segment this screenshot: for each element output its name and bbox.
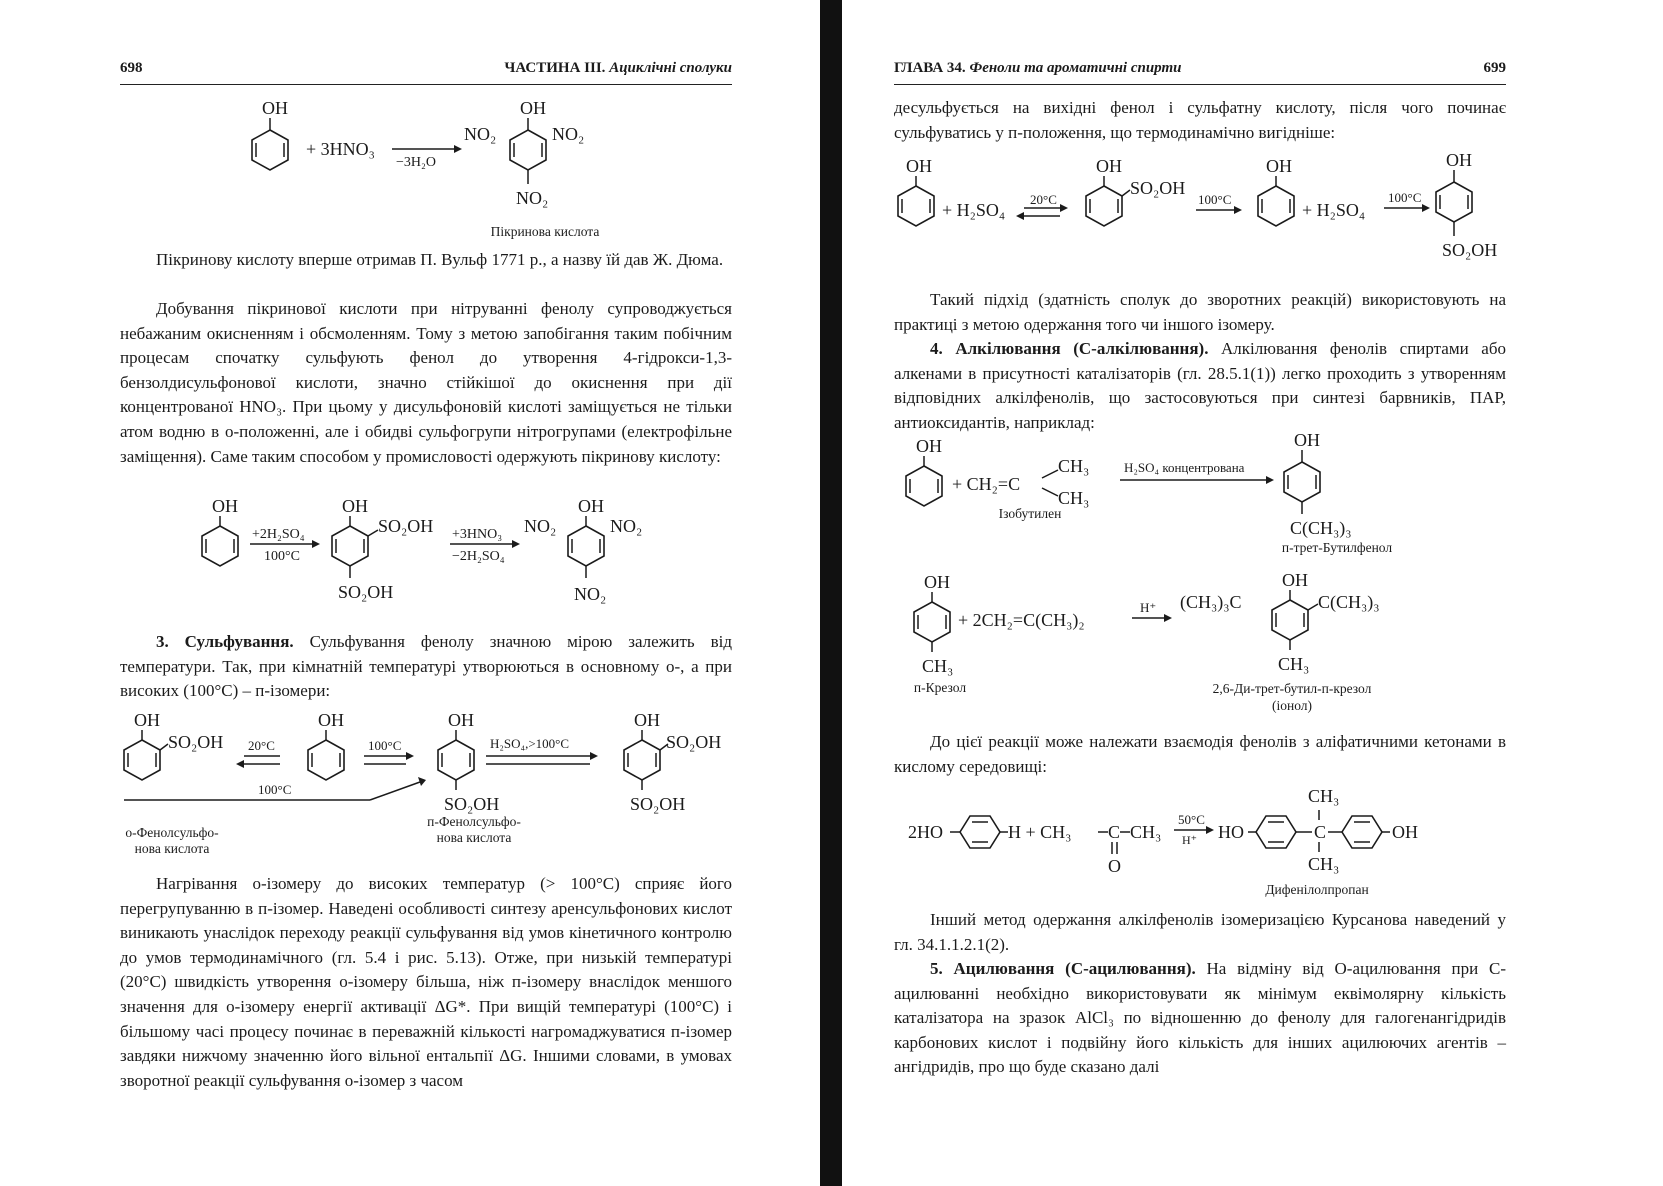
disulfo-oh: OH bbox=[634, 710, 660, 730]
left-sulfonation-paragraph bbox=[120, 630, 732, 704]
no2-left-2: NO₂ bbox=[524, 516, 557, 536]
r4-ch3-bottom: CH₃ bbox=[1308, 854, 1340, 874]
r4-ch3-r: CH₃ bbox=[1130, 822, 1162, 842]
so2oh-bottom: SO₂OH bbox=[338, 582, 394, 602]
ortho-oh: OH bbox=[134, 710, 160, 730]
r2-oh: OH bbox=[916, 436, 942, 456]
no2-bottom: NO₂ bbox=[516, 188, 549, 208]
r4-h-plus-ch3: H + CH₃ bbox=[1008, 822, 1072, 842]
r3-reagent: + 2CH₂=C(CH₃)₂ bbox=[958, 610, 1085, 630]
cond-2h2so4: +2H₂SO₄ bbox=[252, 527, 305, 542]
ortho-acid-caption: о-Фенолсульфо- нова кислота bbox=[125, 825, 219, 856]
cond-h2so4-100c: H₂SO₄,>100°C bbox=[490, 736, 570, 751]
r4-h-plus: H⁺ bbox=[1182, 833, 1197, 847]
r1-oh-2: OH bbox=[1096, 156, 1122, 176]
r2-product-oh: OH bbox=[1294, 430, 1320, 450]
r4-ho: HO bbox=[1218, 822, 1244, 842]
oh-label-2: OH bbox=[342, 496, 368, 516]
ionol-caption: 2,6-Ди-трет-бутил-п-крезол (іонол) bbox=[1212, 681, 1372, 713]
para-acid-caption: п-Фенолсульфо- нова кислота bbox=[427, 814, 521, 845]
r1-oh-3: OH bbox=[1266, 156, 1292, 176]
r3-tbu-right: C(CH₃)₃ bbox=[1318, 592, 1380, 612]
no2-right-2: NO₂ bbox=[610, 516, 643, 536]
r1-t20: 20°C bbox=[1030, 192, 1057, 207]
no2-right: NO₂ bbox=[552, 124, 585, 144]
r2-condition: H₂SO₄ концентрована bbox=[1124, 460, 1245, 475]
acylation-heading: 5. Ацилювання (С-ацилювання). bbox=[930, 959, 1196, 978]
r4-50c: 50°C bbox=[1178, 812, 1205, 827]
scheme-ortho-to-para-sulfonation bbox=[898, 152, 1518, 282]
acylation-text: На відміну від О-ацилювання при С-ацилюванні необхідно використовувати як мінімум еквімолярну кількість каталізатора на зразок AlCl₃ по відношенню до фенолу для галогенангідридів карбонових кислот і подвійну його кількість для інших ацилюючих агентів – ангідридів, про що буде сказано далі bbox=[894, 959, 1506, 1077]
so2oh-right: SO₂OH bbox=[378, 516, 434, 536]
right-acylation-paragraph bbox=[894, 957, 1506, 1080]
right-alkylation-paragraph bbox=[894, 337, 1506, 435]
scheme-phenol-sulfonation-isomers bbox=[120, 706, 740, 826]
r4-ch3-top: CH₃ bbox=[1308, 786, 1340, 806]
right-header-part: ГЛАВА 34. bbox=[894, 60, 966, 76]
ortho-so2oh: SO₂OH bbox=[168, 732, 224, 752]
left-para-1: Пікринову кислоту вперше отримав П. Вульф 1771 р., а назву їй дав Ж. Дюма. bbox=[156, 250, 724, 269]
r1-t100a: 100°C bbox=[1198, 192, 1232, 207]
scheme-diphenylolpropane bbox=[908, 780, 1508, 890]
scheme-picric-acid-nitration bbox=[240, 92, 660, 232]
r2-ch3-top: CH₃ bbox=[1058, 456, 1090, 476]
t-100c-a: 100°C bbox=[368, 738, 402, 753]
right-header-chapter: Феноли та ароматичні спирти bbox=[969, 60, 1182, 76]
r3-oh: OH bbox=[924, 572, 950, 592]
alkylation-text: Алкілювання фенолів спиртами або алкенами в присутності каталізаторів (гл. 28.5.1(1)) легко проходить з утворенням відповідних алкілфенолів, що застосовуються при синтезі барвників, ПАР, антиоксидантів, наприклад: bbox=[894, 339, 1506, 432]
r1-t100b: 100°C bbox=[1388, 190, 1422, 205]
r3-h-plus: H⁺ bbox=[1140, 600, 1157, 615]
r3-ch3: CH₃ bbox=[922, 656, 954, 676]
r1-so2oh-bottom: SO₂OH bbox=[1442, 240, 1498, 260]
r3-product-ch3: CH₃ bbox=[1278, 654, 1310, 674]
oh-label-1: OH bbox=[212, 496, 238, 516]
t-20c: 20°C bbox=[248, 738, 275, 753]
left-header-chapter: Ациклічні сполуки bbox=[609, 60, 732, 76]
sulfonation-heading: 3. Сульфування. bbox=[156, 632, 294, 651]
r4-quaternary-c: C bbox=[1314, 822, 1327, 842]
t-100c-b: 100°C bbox=[258, 782, 292, 797]
r1-so2oh: SO₂OH bbox=[1130, 178, 1186, 198]
r4-oxygen: O bbox=[1108, 856, 1121, 876]
oh-label-3: OH bbox=[578, 496, 604, 516]
right-para-3: До цієї реакції може належати взаємодія фенолів з аліфатичними кетонами в кислому середовищі: bbox=[894, 732, 1506, 776]
para-oh: OH bbox=[448, 710, 474, 730]
reagent-3hno3: + 3HNO₃ bbox=[306, 139, 375, 159]
left-header-title-group bbox=[504, 60, 732, 77]
alkylation-heading: 4. Алкілювання (С-алкілювання). bbox=[930, 339, 1209, 358]
right-para-1: десульфується на вихідні фенол і сульфатну кислоту, після чого починає сульфуватись у п-положення, що термодинамічно вигідніше: bbox=[894, 98, 1506, 142]
left-running-header bbox=[120, 60, 732, 85]
r1-h2so4-a: + H₂SO₄ bbox=[942, 200, 1006, 220]
no2-bottom-2: NO₂ bbox=[574, 584, 607, 604]
r3-tbu-left: (CH₃)₃C bbox=[1180, 592, 1242, 612]
right-para-4: Інший метод одержання алкілфенолів ізомеризацією Курсанова наведений у гл. 34.1.1.2.1(2). bbox=[894, 910, 1506, 954]
left-header-part: ЧАСТИНА III. bbox=[504, 60, 606, 76]
cond-minus-h2so4: −2H₂SO₄ bbox=[452, 549, 505, 564]
right-running-header bbox=[894, 60, 1506, 85]
p-cresol-caption: п-Крезол bbox=[913, 680, 967, 695]
no2-left: NO₂ bbox=[464, 124, 497, 144]
r2-tert-butyl: C(CH₃)₃ bbox=[1290, 518, 1352, 538]
isobutylene-caption: Ізобутилен bbox=[998, 506, 1062, 521]
picric-acid-caption: Пікринова кислота bbox=[490, 224, 600, 239]
r4-2ho: 2HO bbox=[908, 822, 943, 842]
scheme-industrial-picric-acid bbox=[190, 492, 710, 622]
phenol-oh-label: OH bbox=[262, 98, 288, 118]
phenol-oh: OH bbox=[318, 710, 344, 730]
para-so2oh: SO₂OH bbox=[444, 794, 500, 814]
book-spine bbox=[820, 0, 842, 1186]
benzene-ring bbox=[252, 130, 288, 170]
sulfonation-text: Сульфування фенолу значною мірою залежить від температури. Так, при кімнатній температурі утворюються в основному о-, а при високих (100°С) – п-ізомери: bbox=[120, 632, 732, 701]
r1-h2so4-b: + H₂SO₄ bbox=[1302, 200, 1366, 220]
r4-carbonyl-c: C bbox=[1108, 822, 1121, 842]
r2-ch3-bottom: CH₃ bbox=[1058, 488, 1090, 508]
disulfo-so2oh-right: SO₂OH bbox=[666, 732, 722, 752]
left-page bbox=[0, 0, 820, 1186]
r1-oh-1: OH bbox=[906, 156, 932, 176]
condition-minus-water: −3H₂O bbox=[396, 155, 436, 170]
left-page-number: 698 bbox=[120, 60, 143, 76]
left-para-2: Добування пікринової кислоти при нітруванні фенолу супроводжується небажаним окисненням і обсмоленням. Тому з метою запобігання таким побічним процесам спочатку сульфують фенол до утворення 4-гідрокси-1,3-бензолдисульфонової кислоти, значно стійкішої до окиснення при дії концентрованої HNO₃. При цьому у дисульфоновій кислоті заміщується не тільки атом водню в о-положенні, але і обидві сульфогрупи нітрогрупами (електрофільне заміщення). Саме таким способом у промисловості одержують пікринову кислоту: bbox=[120, 299, 732, 466]
r1-oh-4: OH bbox=[1446, 150, 1472, 170]
scheme-ionol bbox=[902, 568, 1502, 688]
r2-isobutylene-formula: + CH₂=C bbox=[952, 474, 1021, 494]
r4-oh: OH bbox=[1392, 822, 1418, 842]
picric-oh-label: OH bbox=[520, 98, 546, 118]
diphenylolpropane-caption: Дифенілолпропан bbox=[1265, 882, 1369, 897]
cond-100c: 100°C bbox=[264, 549, 300, 564]
r3-product-oh: OH bbox=[1282, 570, 1308, 590]
right-page-number: 699 bbox=[1483, 60, 1506, 76]
right-header-title-group bbox=[894, 60, 1182, 77]
right-para-2: Такий підхід (здатність сполук до зворотних реакцій) використовують на практиці з метою одержання того чи іншого ізомеру. bbox=[894, 290, 1506, 334]
cond-3hno3: +3HNO₃ bbox=[452, 527, 503, 542]
left-para-3: Нагрівання о-ізомеру до високих температур (> 100°С) сприяє його перегрупуванню в п-ізомер. Наведені особливості синтезу аренсульфонових кислот виникають унаслідок переходу реакції сульфування від умов кінетичного контролю до умов термодинамічного (гл. 5.4 і рис. 5.13). Отже, при низькій температурі (20°С) швидкість утворення о-ізомеру більша, ніж п-ізомеру внаслідок меншого значення для о-ізомеру енергії активації ΔG*. При вищій температурі (100°С) і більшому часі процесу починає в переважній кількості нагромаджуватися п-ізомер завдяки нижчому значенню його вільної ентальпії ΔG. Іншими словами, в умовах зворотної реакції сульфування о-ізомер з часом bbox=[120, 874, 732, 1090]
tert-butylphenol-caption: п-трет-Бутилфенол bbox=[1281, 540, 1393, 555]
right-page bbox=[842, 0, 1663, 1186]
disulfo-so2oh-bottom: SO₂OH bbox=[630, 794, 686, 814]
